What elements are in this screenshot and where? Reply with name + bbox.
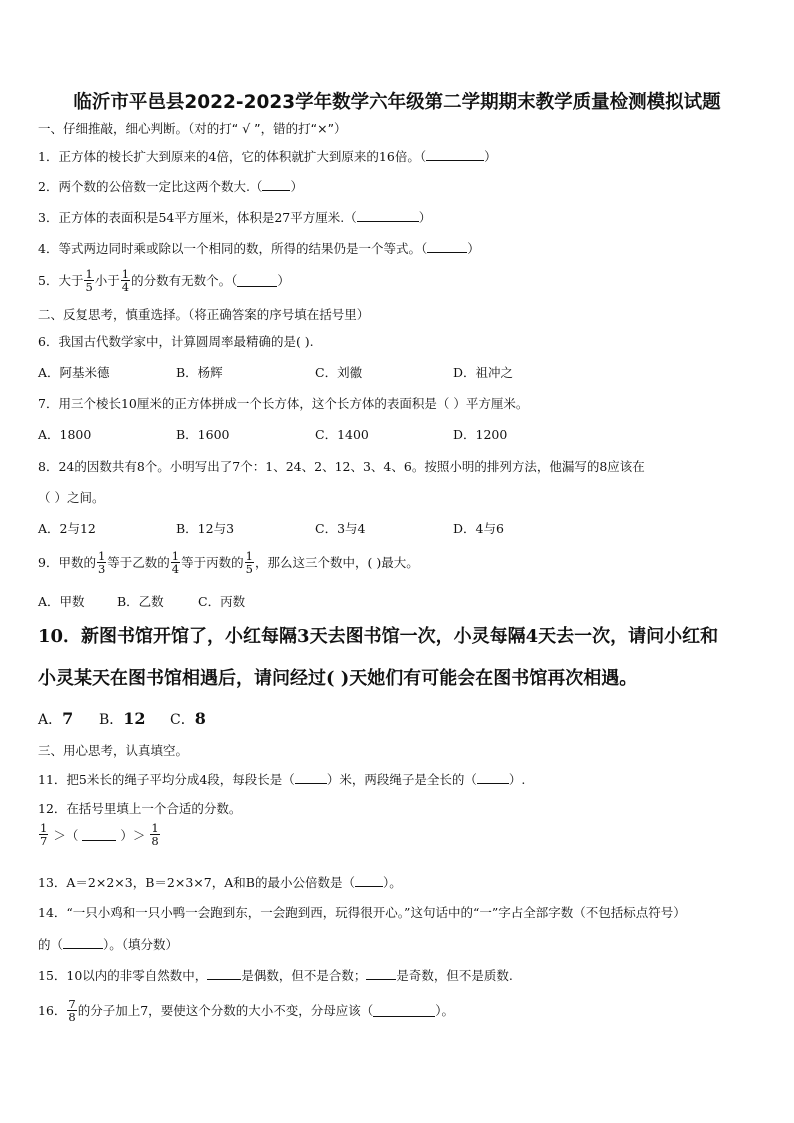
- answer-blank[interactable]: [207, 967, 241, 980]
- fraction: $\frac{1}{4}$: [121, 267, 130, 294]
- answer-blank[interactable]: [366, 967, 396, 980]
- question-15: 15．10以内的非零自然数中， 是偶数，但不是合数； 是奇数，但不是质数.: [38, 968, 513, 983]
- answer-blank[interactable]: [262, 178, 290, 191]
- answer-blank[interactable]: [357, 209, 419, 222]
- option-c[interactable]: C．1400: [315, 427, 369, 442]
- fraction: $\frac{1}{3}$: [97, 549, 106, 576]
- option-c[interactable]: C．3与4: [315, 521, 366, 536]
- question-4: 4．等式两边同时乘或除以一个相同的数，所得的结果仍是一个等式。（ ）: [38, 241, 480, 256]
- question-8-line-1: 8．24的因数共有8个。小明写出了7个：1、24、2、12、3、4、6。按照小明的排列方法，他漏写的8应该在: [38, 459, 645, 474]
- question-1: 1．正方体的棱长扩大到原来的4倍，它的体积就扩大到原来的16倍。（ ）: [38, 149, 497, 164]
- option-b[interactable]: B．12: [99, 709, 146, 728]
- question-14-line-2: 的（ ）。（填分数）: [38, 937, 179, 952]
- question-16: 16． $\frac{7}{8}$ 的分子加上7，要使这个分数的大小不变，分母应该（ ）。: [38, 997, 454, 1024]
- question-12-inequality: $\frac{1}{7}$ ＞（ ）＞ $\frac{1}{8}$: [40, 821, 159, 848]
- question-12: 12．在括号里填上一个合适的分数。: [38, 801, 242, 816]
- option-b[interactable]: B．1600: [176, 427, 230, 442]
- question-3: 3．正方体的表面积是54平方厘米，体积是27平方厘米.（ ）: [38, 210, 432, 225]
- option-c[interactable]: C．8: [170, 709, 206, 728]
- question-11: 11．把5米长的绳子平均分成4段，每段长是（ ）米，两段绳子是全长的（ ）.: [38, 772, 526, 787]
- question-13: 13．A＝2×2×3，B＝2×3×7，A和B的最小公倍数是（ ）。: [38, 875, 402, 890]
- question-8-line-2: （ ）之间。: [38, 490, 105, 505]
- fraction: $\frac{1}{5}$: [85, 267, 93, 294]
- page-title: 临沂市平邑县2022-2023学年数学六年级第二学期期末教学质量检测模拟试题: [73, 92, 721, 113]
- answer-blank[interactable]: [477, 771, 509, 784]
- question-9: 9．甲数的 $\frac{1}{3}$ 等于乙数的 $\frac{1}{4}$ 等于丙数的 $\frac{1}{5}$ ，那么这三个数中，( )最大。: [38, 549, 419, 576]
- option-a[interactable]: A．阿基米德: [38, 365, 110, 380]
- option-d[interactable]: D．4与6: [453, 521, 504, 536]
- fraction: $\frac{1}{7}$: [40, 821, 48, 848]
- option-b[interactable]: B．12与3: [176, 521, 235, 536]
- option-c[interactable]: C．丙数: [198, 594, 246, 609]
- question-10-line-2: 小灵某天在图书馆相遇后，请问经过( )天她们有可能会在图书馆再次相遇。: [38, 668, 638, 689]
- fraction: $\frac{7}{8}$: [68, 997, 76, 1024]
- fraction: $\frac{1}{4}$: [171, 549, 180, 576]
- answer-blank[interactable]: [373, 1004, 435, 1017]
- option-d[interactable]: D．祖冲之: [453, 365, 514, 380]
- answer-blank[interactable]: [295, 771, 327, 784]
- option-a[interactable]: A．甲数: [38, 594, 85, 609]
- question-14-line-1: 14．“一只小鸡和一只小鸭一会跑到东，一会跑到西，玩得很开心。”这句话中的“一”字占全部字数（不包括标点符号）: [38, 905, 686, 920]
- section-3-heading: 三、用心思考，认真填空。: [38, 743, 189, 758]
- option-a[interactable]: A．7: [38, 709, 74, 728]
- fraction: $\frac{1}{5}$: [245, 549, 253, 576]
- answer-blank[interactable]: [426, 148, 484, 161]
- question-5: 5．大于 $\frac{1}{5}$ 小于 $\frac{1}{4}$ 的分数有无数个。（ ）: [38, 267, 290, 294]
- option-a[interactable]: A．1800: [38, 427, 92, 442]
- section-1-heading: 一、仔细推敲，细心判断。（对的打“ √ ”，错的打“×”）: [38, 121, 347, 136]
- question-10-line-1: 10．新图书馆开馆了，小红每隔3天去图书馆一次，小灵每隔4天去一次，请问小红和: [38, 626, 719, 647]
- option-d[interactable]: D．1200: [453, 427, 508, 442]
- option-b[interactable]: B．乙数: [117, 594, 164, 609]
- answer-blank[interactable]: [237, 274, 277, 287]
- answer-blank[interactable]: [427, 240, 467, 253]
- question-6: 6．我国古代数学家中，计算圆周率最精确的是( ).: [38, 334, 314, 349]
- option-c[interactable]: C．刘徽: [315, 365, 363, 380]
- option-a[interactable]: A．2与12: [38, 521, 96, 536]
- answer-blank[interactable]: [355, 874, 383, 887]
- question-2: 2．两个数的公倍数一定比这两个数大.（ ）: [38, 179, 303, 194]
- option-b[interactable]: B．杨辉: [176, 365, 223, 380]
- section-2-heading: 二、反复思考，慎重选择。（将正确答案的序号填在括号里）: [38, 307, 370, 322]
- fraction: $\frac{1}{8}$: [151, 821, 159, 848]
- answer-blank[interactable]: [63, 936, 103, 949]
- answer-blank[interactable]: [82, 828, 116, 841]
- question-7: 7．用三个棱长10厘米的正方体拼成一个长方体，这个长方体的表面积是（ ）平方厘米。: [38, 396, 529, 411]
